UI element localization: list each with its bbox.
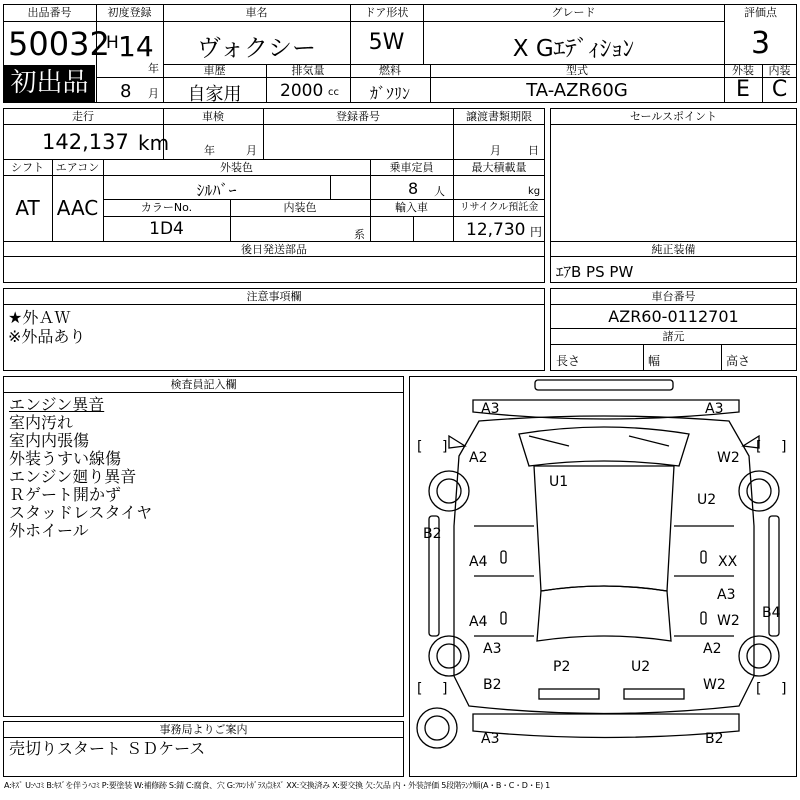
- inspector-line: エンジン異音: [9, 395, 105, 414]
- recycle-fee: 12,730: [466, 220, 526, 240]
- notes-label: 注意事項欄: [246, 290, 302, 303]
- door-label: ドア形状: [364, 6, 409, 19]
- capacity-unit: 人: [434, 185, 445, 198]
- bracket-open: [: [417, 681, 423, 697]
- ac-label: エアコン: [55, 161, 100, 174]
- damage-mark: P2: [553, 659, 571, 675]
- mileage-unit: km: [138, 131, 170, 155]
- load-unit: kg: [528, 186, 541, 197]
- recycle-label: リサイクル預託金: [459, 202, 539, 213]
- grade-label: グレード: [551, 6, 596, 19]
- office-label: 事務局よりご案内: [159, 723, 248, 736]
- fuel-label: 燃料: [379, 64, 401, 77]
- note-line: ※外品あり: [8, 327, 86, 346]
- inspection-year-unit: 年: [204, 144, 215, 157]
- model: TA-AZR60G: [526, 80, 628, 101]
- interior-label: 内装: [768, 64, 791, 77]
- bracket-close: ]: [781, 439, 787, 455]
- inspector-line: 室内汚れ: [9, 413, 74, 432]
- interior-grade: C: [771, 77, 788, 102]
- displacement-label: 排気量: [291, 64, 325, 77]
- length-label: 長さ: [556, 354, 581, 368]
- damage-mark: B4: [762, 605, 781, 621]
- inspector-line: 外ホイール: [9, 521, 89, 540]
- transfer-month-unit: 月: [490, 144, 501, 157]
- history: 自家用: [187, 84, 242, 105]
- damage-mark: A3: [717, 587, 736, 603]
- mileage-label: 走行: [72, 110, 94, 123]
- damage-mark: A2: [703, 641, 722, 657]
- lot-label: 出品番号: [27, 6, 72, 19]
- score: 3: [750, 26, 771, 61]
- color-no-label: カラーNo.: [140, 201, 193, 214]
- ext-color: ｼﾙﾊﾞｰ: [196, 181, 237, 200]
- genuine-equipment: ｴｱB PS PW: [556, 263, 634, 281]
- transfer-day-unit: 日: [528, 144, 539, 157]
- chassis-number: AZR60-0112701: [608, 307, 739, 326]
- office-text: 売切りスタート ＳＤケース: [9, 739, 206, 758]
- inspector-line: 室内内張傷: [9, 431, 90, 450]
- damage-mark: A3: [483, 641, 502, 657]
- damage-mark: B2: [705, 731, 724, 747]
- bracket-open: [: [756, 439, 762, 455]
- car-name-label: 車名: [245, 6, 268, 19]
- bracket-close: ]: [442, 681, 448, 697]
- history-label: 車歴: [203, 64, 226, 77]
- lot-number: 50032: [8, 25, 110, 63]
- import-label: 輸入車: [395, 201, 428, 214]
- damage-mark: B2: [483, 677, 502, 693]
- first-reg-label: 初度登録: [107, 6, 152, 19]
- capacity-label: 乗車定員: [389, 161, 434, 174]
- shift-label: シフト: [11, 161, 44, 174]
- damage-mark: A3: [481, 401, 500, 417]
- displacement: 2000: [280, 81, 324, 101]
- legend: A:ｷｽﾞ U:ﾍｺﾐ B:ｷｽﾞを伴うﾍｺﾐ P:要塗装 W:補修跡 S:錆 C:腐食、穴 G:ﾌﾛﾝﾄｶﾞﾗｽ点ｷｽﾞ XX:交換済み X:要交換 欠:欠品 内・外装評価 5段階ﾗﾝｸ順(A・B・C・D・E) 1: [4, 781, 550, 790]
- inspector-label: 検査員記入欄: [170, 378, 237, 391]
- inspection-month-unit: 月: [246, 144, 257, 157]
- car-damage-diagram: [409, 376, 797, 777]
- damage-mark: W2: [717, 450, 740, 466]
- recycle-unit: 円: [530, 225, 543, 239]
- year-unit: 年: [148, 62, 159, 75]
- bracket-open: [: [417, 439, 423, 455]
- ac: AAC: [56, 196, 99, 220]
- int-color-label: 内装色: [283, 201, 317, 214]
- damage-mark: A4: [469, 554, 488, 570]
- reg-no-label: 登録番号: [336, 110, 380, 123]
- damage-mark: W2: [703, 677, 726, 693]
- damage-mark: U2: [631, 659, 651, 675]
- door-type: 5W: [368, 30, 405, 55]
- inspector-line: エンジン廻り異音: [9, 467, 137, 486]
- shift: AT: [15, 196, 40, 220]
- inspection-label: 車検: [202, 110, 224, 123]
- inspector-line: スタッドレスタイヤ: [9, 503, 153, 522]
- reg-month: 8: [120, 81, 132, 102]
- month-unit: 月: [148, 87, 159, 100]
- inspector-line: 外装うすい線傷: [9, 449, 122, 468]
- damage-mark: U2: [697, 492, 717, 508]
- exterior-grade: E: [736, 77, 750, 102]
- bracket-open: [: [756, 681, 762, 697]
- mileage: 142,137: [42, 130, 129, 154]
- score-label: 評価点: [744, 6, 777, 19]
- damage-mark: U1: [549, 474, 569, 490]
- bracket-close: ]: [442, 439, 448, 455]
- fuel: ｶﾞｿﾘﾝ: [369, 84, 410, 103]
- color-no: 1D4: [149, 219, 184, 239]
- grade: X Gｴﾃﾞｨｼｮﾝ: [512, 36, 635, 62]
- damage-mark: W2: [717, 613, 740, 629]
- damage-mark: A3: [705, 401, 724, 417]
- first-listing-badge: 初出品: [4, 65, 95, 102]
- dims-label: 諸元: [662, 330, 685, 343]
- damage-mark: A2: [469, 450, 488, 466]
- damage-mark: A3: [481, 731, 500, 747]
- bracket-close: ]: [781, 681, 787, 697]
- exterior-label: 外装: [732, 64, 754, 77]
- transfer-label: 譲渡書類期限: [466, 110, 532, 123]
- load-label: 最大積載量: [471, 161, 527, 174]
- genuine-label: 純正装備: [651, 243, 696, 256]
- car-name: ヴォクシー: [196, 34, 317, 62]
- ext-color-label: 外装色: [220, 161, 253, 174]
- width-label: 幅: [648, 354, 661, 368]
- era: H: [106, 33, 119, 53]
- note-line: ★外ＡＷ: [8, 308, 71, 327]
- later-parts-label: 後日発送部品: [241, 243, 307, 256]
- chassis-label: 車台番号: [651, 290, 696, 303]
- capacity: 8: [408, 179, 419, 198]
- damage-mark: A4: [469, 614, 488, 630]
- model-label: 型式: [566, 64, 588, 77]
- inspector-line: Ｒゲート開かず: [9, 485, 122, 504]
- displacement-unit: cc: [328, 87, 339, 98]
- damage-mark: B2: [423, 526, 442, 542]
- height-label: 高さ: [726, 354, 751, 368]
- sales-point-label: セールスポイント: [629, 110, 717, 123]
- reg-year: 14: [118, 30, 154, 63]
- int-color-unit: 系: [354, 228, 365, 241]
- damage-mark: XX: [718, 554, 738, 570]
